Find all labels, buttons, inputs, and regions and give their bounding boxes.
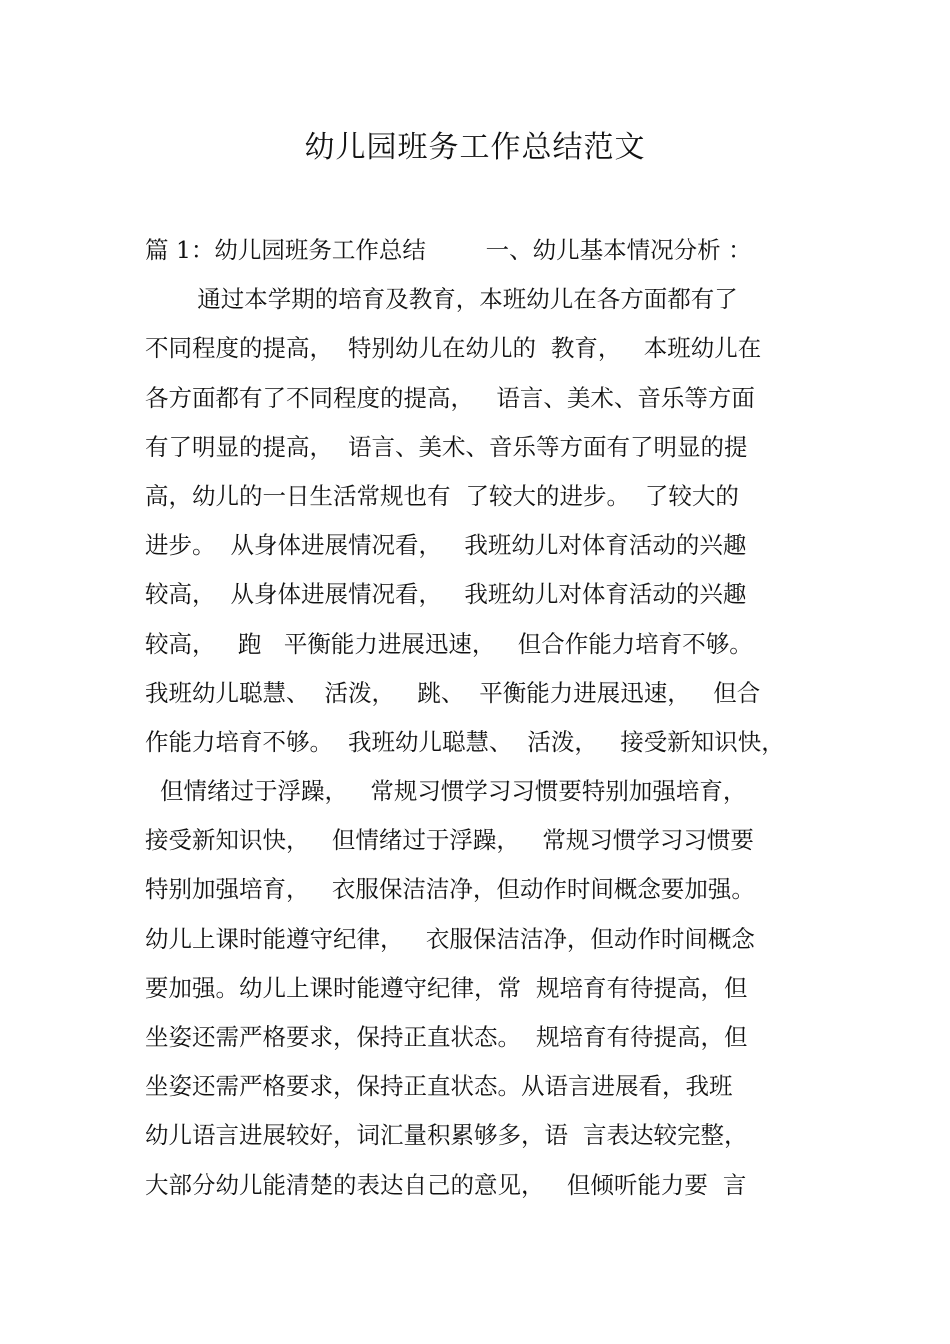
text-line: 通过本学期的培育及教育，本班幼儿在各方面都有了 xyxy=(145,285,738,314)
text-line: 接受新知识快， 但情绪过于浮躁， 常规习惯学习习惯要 xyxy=(145,826,754,855)
text-line: 要加强。幼儿上课时能遵守纪律，常 规培育有待提高，但 xyxy=(145,973,748,1002)
text-line: 有了明显的提高， 语言、美术、音乐等方面有了明显的提 xyxy=(145,432,748,461)
text-line: 较高， 跑 平衡能力进展迅速， 但合作能力培育不够。 xyxy=(145,629,753,658)
text-line: 我班幼儿聪慧、 活泼， 跳、 平衡能力进展迅速， 但合 xyxy=(145,678,761,707)
text-line: 幼儿语言进展较好，词汇量积累够多，语 言表达较完整， xyxy=(145,1121,748,1150)
text-line: 作能力培育不够。 我班幼儿聪慧、 活泼， 接受新知识快， xyxy=(145,727,785,756)
text-line: 幼儿上课时能遵守纪律， 衣服保洁洁净，但动作时间概念 xyxy=(145,924,755,953)
text-line: 篇 1：幼儿园班务工作总结 一、幼儿基本情况分析 ： xyxy=(145,236,752,264)
text-line: 进步。 从身体进展情况看， 我班幼儿对体育活动的兴趣 xyxy=(145,531,747,560)
text-line: 各方面都有了不同程度的提高， 语言、美术、音乐等方面 xyxy=(145,383,755,412)
document-title: 幼儿园班务工作总结范文 xyxy=(304,130,646,165)
text-line: 较高， 从身体进展情况看， 我班幼儿对体育活动的兴趣 xyxy=(145,580,747,609)
text-line: 坐姿还需严格要求，保持正直状态。 规培育有待提高，但 xyxy=(145,1023,748,1051)
document-body xyxy=(145,226,835,1210)
text-line: 高，幼儿的一日生活常规也有 了较大的进步。 了较大的 xyxy=(145,481,739,510)
text-line: 但情绪过于浮躁， 常规习惯学习习惯要特别加强培育， xyxy=(145,777,747,806)
text-line: 坐姿还需严格要求，保持正直状态。从语言进展看，我班 xyxy=(145,1072,733,1101)
text-line: 大部分幼儿能清楚的表达自己的意见， 但倾听能力要 言 xyxy=(145,1170,747,1199)
text-line: 不同程度的提高， 特别幼儿在幼儿的 教育， 本班幼儿在 xyxy=(145,334,762,363)
text-line: 特别加强培育， 衣服保洁洁净，但动作时间概念要加强。 xyxy=(145,875,755,904)
